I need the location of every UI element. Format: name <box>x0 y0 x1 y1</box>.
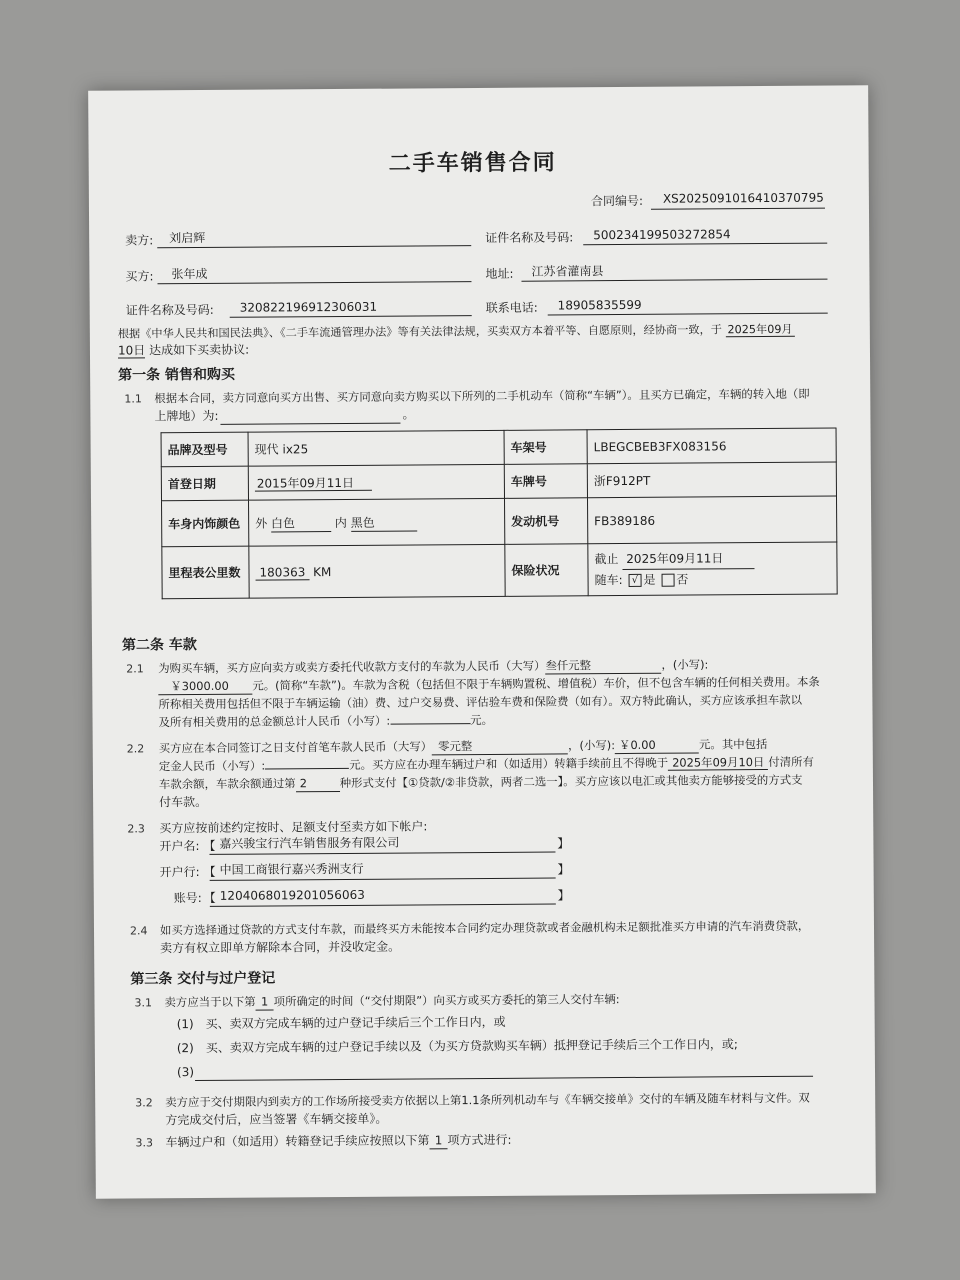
exterior-label: 外 <box>255 515 268 531</box>
delivery-option-2: (2) 买、卖双方完成车辆的过户登记手续以及（为买方贷款购买车辆）抵押登记手续后三个工作日内，或; <box>176 1037 738 1056</box>
contract-page <box>88 85 876 1198</box>
account-number-label: 账号: <box>173 890 202 906</box>
buyer-id-label: 证件名称及号码: <box>125 302 214 318</box>
clause-3-1-line1 <box>164 991 619 1011</box>
clause-2-2-line3 <box>159 772 803 793</box>
insurance-until-label: 截止 <box>594 552 619 567</box>
with-car-label: 随车: <box>594 573 623 588</box>
contract-number: XS2025091016410370795 <box>662 190 824 206</box>
vehicle-info-table <box>161 428 838 600</box>
account-name-label: 开户名: <box>159 838 200 854</box>
clause-2-1-line3: 所称相关费用包括但不限于车辆运输（油）费、过户交易费、评估验车费和保险费（如有）。双方特此确认，买方应该承担车款以 <box>158 692 803 712</box>
clause-3-3-text-b: 项方式进行: <box>447 1132 512 1148</box>
intro-text: 根据《中华人民共和国民法典》、《二手车流通管理办法》等有关法律法规，买卖双方本着平等、自愿原则，经协商一致，于 <box>117 323 722 341</box>
clause-2-2-text-d: 定金人民币（小写）: <box>158 758 266 774</box>
clause-3-3-line1 <box>165 1132 511 1151</box>
clause-2-2-text-g: 车款余额，车款余额通过第 <box>158 776 296 792</box>
table-row <box>161 428 836 467</box>
clause-2-2-line2 <box>159 754 814 775</box>
clause-3-3-number: 3.3 <box>135 1136 154 1150</box>
yes-checkbox[interactable]: √ <box>628 574 641 587</box>
mileage-value: 180363 <box>255 565 309 580</box>
insurance-until-date: 2025年09月11日 <box>622 548 754 570</box>
vin-value: LBEGCBEB3FX083156 <box>587 428 836 464</box>
clause-3-3-text-a: 车辆过户和（如适用）转籍登记手续应按照以下第 <box>165 1133 430 1150</box>
bracket-left: 【 <box>203 890 216 905</box>
bracket-left: 【 <box>203 838 216 853</box>
seller-id: 500234199503272854 <box>593 227 731 243</box>
clause-2-3-number: 2.3 <box>127 822 145 836</box>
clause-2-3-text: 买方应按前述约定按时、足额支付至卖方如下帐户: <box>159 819 428 836</box>
clause-3-1-text-a: 卖方应当于以下第 <box>164 994 256 1010</box>
clause-2-4-line1: 如买方选择通过贷款的方式支付车款，而最终买方未能按本合同约定办理贷款或者金融机构未足额批准买方申请的汽车消费贷款， <box>159 918 810 938</box>
intro-line1 <box>118 322 795 343</box>
contract-number-label: 合同编号: <box>590 193 644 209</box>
clause-2-1-text-c: 元。(简称“车款”)。车款为含税（包括但不限于车辆购置税、增值税）车价，但不包含车辆的任何相关费用。本条 <box>252 674 820 693</box>
mileage-label: 里程表公里数 <box>162 546 249 599</box>
total-price-upper: 叁仟元整 <box>545 657 661 675</box>
clause-2-1-line4 <box>158 712 493 730</box>
buyer-id: 320822196912306031 <box>239 299 378 315</box>
clause-1-1-end: 。 <box>402 407 415 422</box>
no-label: 否 <box>676 572 689 587</box>
bank-name: 中国工商银行嘉兴秀洲支行 <box>219 861 364 877</box>
first-payment-upper: 零元整 <box>432 737 568 755</box>
clause-2-4-number: 2.4 <box>129 924 148 938</box>
payoff-deadline: 2025年09月10日 <box>668 755 768 771</box>
bracket-left: 【 <box>203 864 216 879</box>
insurance-label: 保险状况 <box>505 544 588 597</box>
vin-label: 车架号 <box>504 430 587 465</box>
document-title: 二手车销售合同 <box>388 150 557 177</box>
clause-2-2-text-h: 种形式支付【①贷款/②非贷款，两者二选一】。买方应该以电汇或其他卖方能够接受的方式支 <box>339 772 803 790</box>
clause-2-2-number: 2.2 <box>126 742 145 756</box>
address-label: 地址: <box>485 266 514 281</box>
section1-heading: 第一条 销售和购买 <box>118 366 236 384</box>
bank-label: 开户行: <box>159 864 200 880</box>
delivery-option: 1 <box>256 993 274 1010</box>
table-row <box>162 542 837 599</box>
clause-2-1-text-b: ，(小写): <box>661 657 709 672</box>
color-label: 车身内饰颜色 <box>162 500 249 547</box>
account-name: 嘉兴骏宝行汽车销售服务有限公司 <box>219 835 400 851</box>
clause-2-4-line2: 卖方有权立即单方解除本合同，并没收定金。 <box>160 939 401 956</box>
bracket-right: 】 <box>557 888 570 903</box>
clause-2-2-text-f: 付清所有 <box>768 754 814 770</box>
intro-end: 达成如下买卖协议: <box>149 342 250 358</box>
delivery-option-3: (3) <box>176 1065 195 1080</box>
section2-heading: 第二条 车款 <box>121 636 197 654</box>
clause-2-2-text-a: 买方应在本合同签订之日支付首笔车款人民币（大写） <box>158 739 433 756</box>
clause-2-2-text-c: 元。其中包括 <box>698 737 768 752</box>
clause-2-2-text-e: 元。买方应在办理车辆过户和（如适用）转籍手续前且不得晚于 <box>349 755 669 772</box>
total-price-lower: ￥3000.00 <box>158 678 252 696</box>
buyer-phone: 18905835599 <box>557 297 642 313</box>
intro-line2 <box>118 342 249 359</box>
engine-value: FB389186 <box>587 496 836 544</box>
bracket-right: 】 <box>557 836 570 851</box>
phone-label: 联系电话: <box>485 300 538 315</box>
intro-date-month: 2025年09月 <box>725 323 794 337</box>
transfer-option: 1 <box>429 1132 447 1149</box>
brand-label: 品牌及型号 <box>161 432 248 467</box>
clause-1-1-line2: 上牌地）为: <box>154 408 219 424</box>
clause-3-1-number: 3.1 <box>134 996 153 1010</box>
clause-3-2-line2: 方完成交付后，应当签署《车辆交接单》。 <box>165 1111 388 1128</box>
no-checkbox[interactable] <box>661 574 674 587</box>
clause-2-1-number: 2.1 <box>126 662 144 676</box>
clause-2-1-text-e: 及所有相关费用的总金额总计人民币（小写）: <box>158 713 391 730</box>
buyer-label: 买方: <box>125 269 154 284</box>
delivery-option-1: (1) 买、卖双方完成车辆的过户登记手续后三个工作日内，或 <box>176 1014 506 1032</box>
clause-2-1-text-a: 为购买车辆，买方应向卖方或卖方委托代收款方支付的车款为人民币（大写） <box>158 658 546 676</box>
clause-2-2-text-b: ，(小写): <box>568 738 616 753</box>
clause-3-1-text-b: 项所确定的时间（“交付期限”）向买方或买方委托的第三人交付车辆: <box>273 992 620 1009</box>
bracket-right: 】 <box>557 862 570 877</box>
intro-date-day: 10日 <box>117 343 146 358</box>
seller-label: 卖方: <box>125 233 154 248</box>
clause-2-2-line4: 付车款。 <box>159 794 208 810</box>
table-row <box>161 462 836 501</box>
clause-3-2-line1: 卖方应于交付期限内到卖方的工作场所接受卖方依据以上第1.1条所列机动车与《车辆交接单》交付的车辆及随车材料与文件。双 <box>165 1090 810 1110</box>
payment-method: 2 <box>296 775 340 792</box>
plate-value: 浙F912PT <box>587 462 836 498</box>
table-row <box>162 496 837 547</box>
mileage-unit: KM <box>313 564 332 579</box>
first-payment-lower: ￥0.00 <box>615 736 699 754</box>
section3-heading: 第三条 交付与过户登记 <box>130 970 276 988</box>
buyer-name: 张年成 <box>171 266 208 282</box>
interior-label: 内 <box>334 515 347 530</box>
account-number: 1204068019201056063 <box>219 887 365 903</box>
exterior-color: 白色 <box>271 514 331 532</box>
buyer-address: 江苏省灌南县 <box>531 264 604 279</box>
clause-2-1-text-f: 元。 <box>470 712 494 728</box>
engine-label: 发动机号 <box>504 498 587 545</box>
reg-date-label: 首登日期 <box>161 466 248 501</box>
reg-date-value: 2015年09月11日 <box>255 476 372 492</box>
seller-name: 刘启辉 <box>169 230 206 246</box>
seller-id-label: 证件名称及号码: <box>485 230 574 245</box>
clause-3-2-number: 3.2 <box>135 1096 153 1110</box>
clause-1-1-line1: 根据本合同，卖方同意向买方出售、买方同意向卖方购买以下所列的二手机动车（简称“车辆”）。且买方已确定，车辆的转入地（即 <box>154 386 810 406</box>
clause-1-1-number: 1.1 <box>124 392 142 406</box>
yes-label: 是 <box>643 572 656 587</box>
interior-color: 黑色 <box>351 513 417 531</box>
brand-value: 现代 ix25 <box>248 430 504 466</box>
plate-label: 车牌号 <box>504 464 587 499</box>
